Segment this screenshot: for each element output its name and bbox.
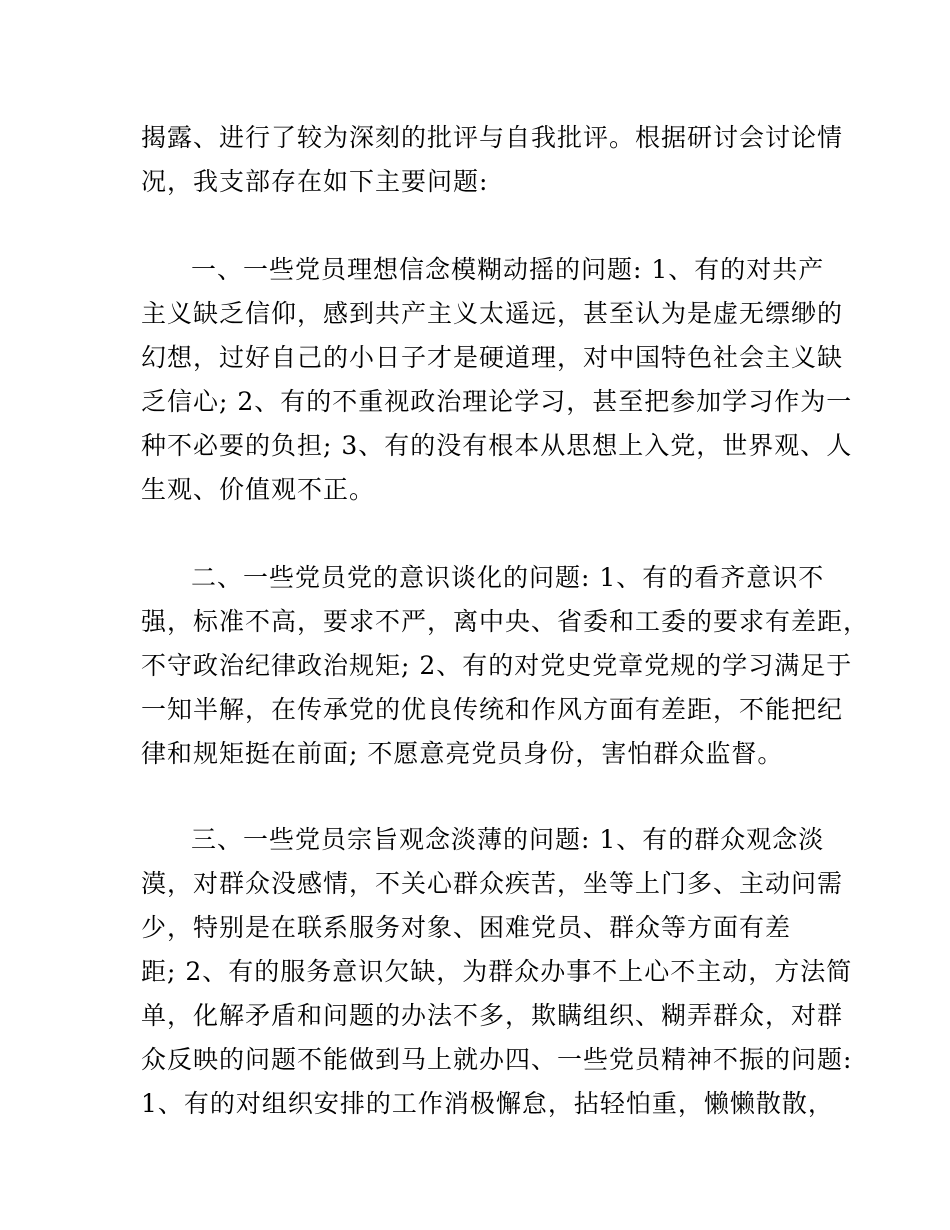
paragraph-line: 乏信心; 2、有的不重视政治理论学习，甚至把参加学习作为一 [141,387,853,416]
paragraph-line: 主义缺乏信仰，感到共产主义太遥远，甚至认为是虚无缥缈的 [141,299,844,328]
paragraph-line: 生观、价值观不正。 [141,475,376,504]
paragraph-line: 单，化解矛盾和问题的办法不多，欺瞒组织、糊弄群众，对群 [141,1001,844,1030]
paragraph-line: 不守政治纪律政治规矩; 2、有的对党史党章党规的学习满足于 [141,651,853,680]
paragraph-line: 1、有的对组织安排的工作消极懈怠，拈轻怕重，懒懒散散， [141,1089,834,1118]
paragraph-line: 一知半解，在传承党的优良传统和作风方面有差距，不能把纪 [141,695,844,724]
paragraph-line: 一、一些党员理想信念模糊动摇的问题: 1、有的对共产 [191,255,825,284]
paragraph-line: 众反映的问题不能做到马上就办四、一些党员精神不振的问题: [141,1045,853,1074]
paragraph-issue-one [141,248,853,512]
paragraph-line: 况，我支部存在如下主要问题: [141,167,489,196]
paragraph-issue-three [141,818,853,1126]
paragraph-line: 三、一些党员宗旨观念淡薄的问题: 1、有的群众观念淡 [191,825,825,854]
paragraph-line: 强，标准不高，要求不严，离中央、省委和工委的要求有差距， [141,607,870,636]
paragraph-line: 揭露、进行了较为深刻的批评与自我批评。根据研讨会讨论情 [141,123,844,152]
paragraph-line: 律和规矩挺在前面; 不愿意亮党员身份，害怕群众监督。 [141,739,784,768]
paragraph-line: 二、一些党员党的意识谈化的问题: 1、有的看齐意识不 [191,563,825,592]
paragraph-line: 种不必要的负担; 3、有的没有根本从思想上入党，世界观、人 [141,431,853,460]
paragraph-intro [141,116,844,204]
paragraph-line: 幻想，过好自己的小日子才是硬道理，对中国特色社会主义缺 [141,343,844,372]
paragraph-issue-two [141,556,870,776]
paragraph-line: 漠，对群众没感情，不关心群众疾苦，坐等上门多、主动问需 [141,869,844,898]
paragraph-line: 距; 2、有的服务意识欠缺，为群众办事不上心不主动，方法简 [141,957,853,986]
paragraph-line: 少，特别是在联系服务对象、困难党员、群众等方面有差 [141,913,792,942]
